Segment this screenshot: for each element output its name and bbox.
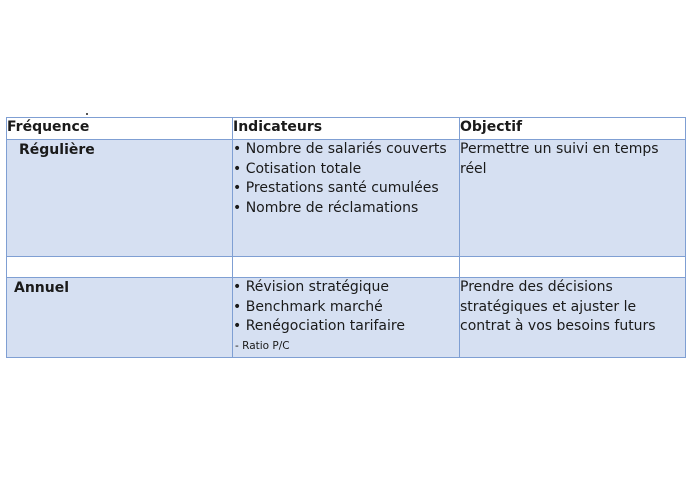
empty-cell [460,257,686,278]
cell-objectif [460,140,686,257]
frequence-label: Annuel [14,280,70,296]
indicator-item: • Benchmark marché [233,298,383,315]
indicator-item: • Renégociation tarifaire [233,318,405,334]
header-frequence: Fréquence [7,118,233,140]
indicator-item: • Nombre de réclamations [233,199,419,216]
cell-frequence [7,140,233,257]
empty-cell [7,257,233,278]
table-header-row [7,118,686,140]
objectif-text: Permettre un suivi en temps réel [460,141,659,177]
reporting-table [6,117,686,358]
indicator-item: • Cotisation totale [233,160,362,177]
empty-cell [233,257,460,278]
table-row-annuel [7,278,686,358]
indicator-item: • Prestations santé cumulées [233,180,439,196]
cell-indicateurs [233,140,460,257]
header-objectif: Objectif [460,118,686,140]
table-row-empty [7,257,686,278]
header-indicateurs: Indicateurs [233,118,460,140]
cell-indicateurs [233,278,460,358]
stray-mark [86,113,88,115]
cell-frequence [7,278,233,358]
indicator-note: - Ratio P/C [235,339,290,352]
objectif-text: Prendre des décisions stratégiques et ajuster le contrat à vos besoins futurs [460,279,656,334]
indicator-item: • Nombre de salariés couverts [233,141,447,157]
cell-objectif [460,278,686,358]
indicator-item: • Révision stratégique [233,279,390,295]
table-row-reguliere [7,140,686,257]
frequence-label: Régulière [19,142,95,158]
